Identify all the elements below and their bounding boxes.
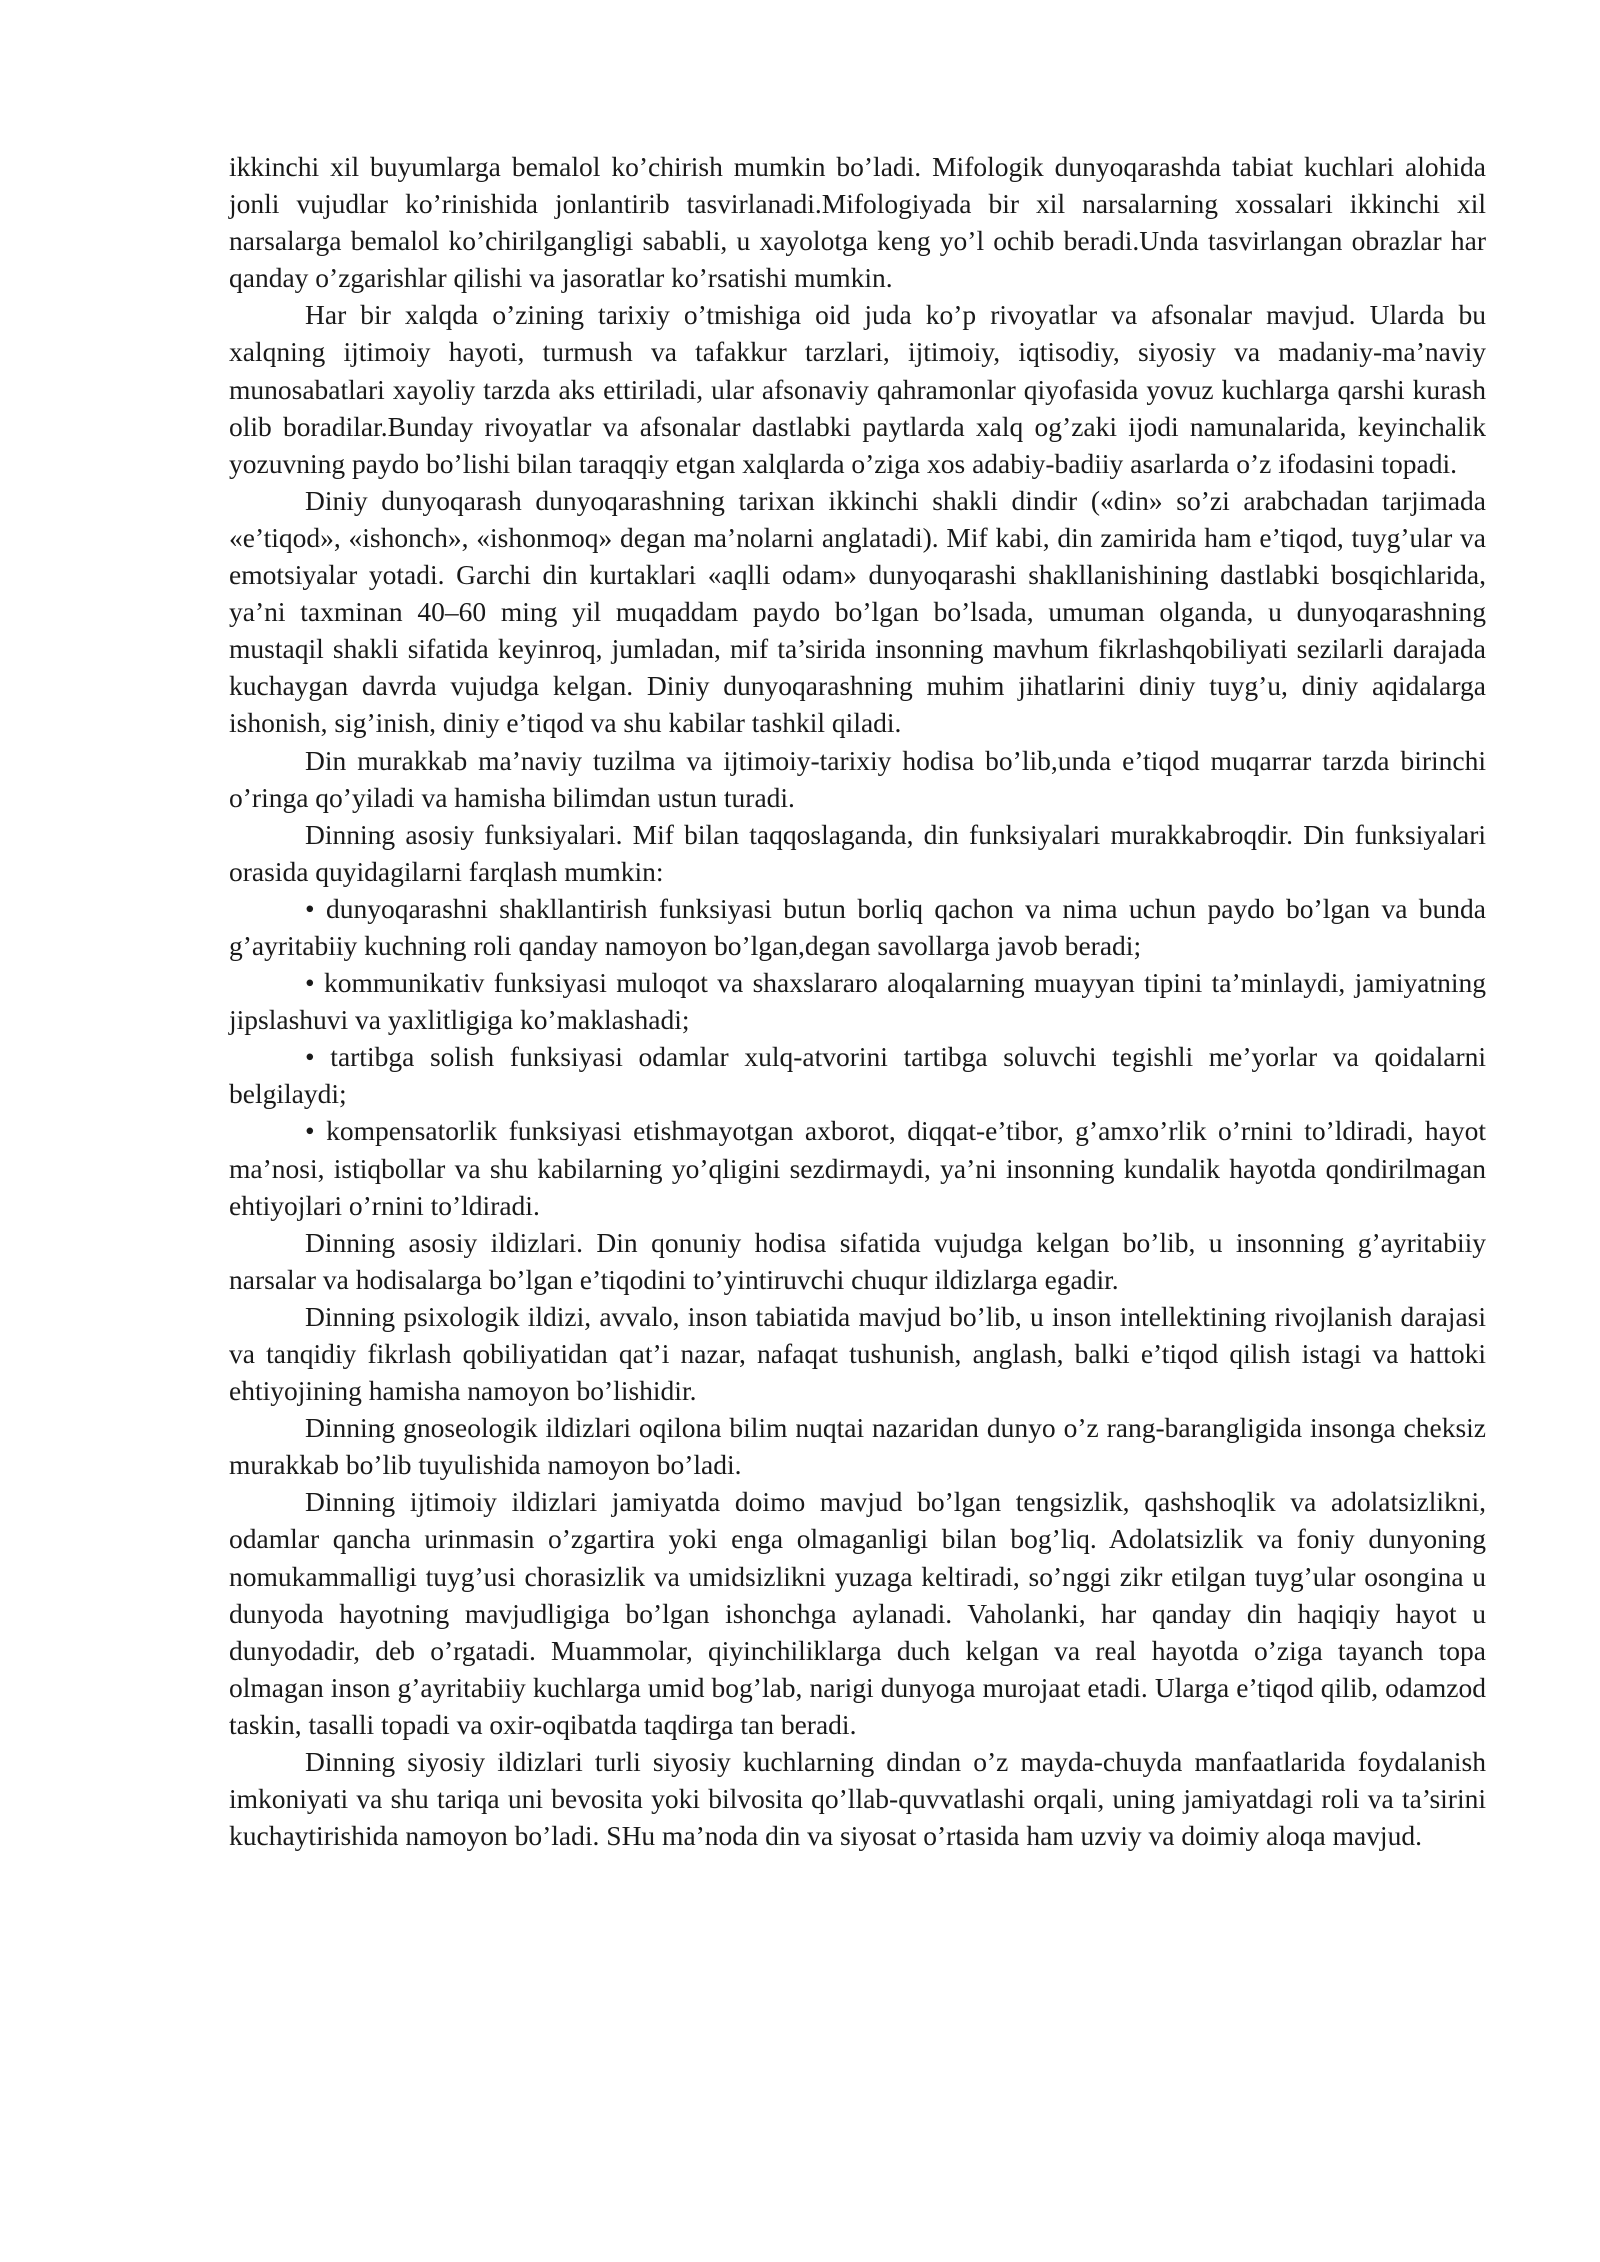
list-item-regulatory-function: • tartibga solish funksiyasi odamlar xulq-atvorini tartibga soluvchi tegishli me’yorlar va qoidalarni belgilaydi;	[229, 1041, 1486, 1110]
paragraph-myths-and-legends: Har bir xalqda o’zining tarixiy o’tmishiga oid juda ko’p rivoyatlar va afsonalar mavjud. Ularda bu xalqning ijtimoiy hayoti, turmush va tafakkur tarzlari, ijtimoiy, iqtisodiy, siyosiy va madaniy-ma’naviy munosabatlari xayoliy tarzda aks ettiriladi, ular afsonaviy qahramonlar qiyofasida yovuz kuchlarga qarshi kurash olib boradilar.Bunday rivoyatlar va afsonalar dastlabki paytlarda xalq og’zaki ijodi namunalarida, keyinchalik yozuvning paydo bo’lishi bilan taraqqiy etgan xalqlarda o’ziga xos adabiy-badiiy asarlarda o’z ifodasini topadi.	[229, 299, 1486, 479]
paragraph-political-roots: Dinning siyosiy ildizlari turli siyosiy kuchlarning dindan o’z mayda-chuyda manfaatlarida foydalanish imkoniyati va shu tariqa uni bevosita yoki bilvosita qo’llab-quvvatlashi orqali, uning jamiyatdagi roli va ta’sirini kuchaytirishida namoyon bo’ladi. SHu ma’noda din va siyosat o’rtasida ham uzviy va doimiy aloqa mavjud.	[229, 1746, 1486, 1852]
paragraph-religious-worldview: Diniy dunyoqarash dunyoqarashning tarixan ikkinchi shakli dindir («din» so’zi arabchadan tarjimada «e’tiqod», «ishonch», «ishonmoq» degan ma’nolarni anglatadi). Mif kabi, din zamirida ham e’tiqod, tuyg’ular va emotsiyalar yotadi. Garchi din kurtaklari «aqlli odam» dunyoqarashi shakllanishining dastlabki bosqichlarida, ya’ni taxminan 40–60 ming yil muqaddam paydo bo’lgan bo’lsada, umuman olganda, u dunyoqarashning mustaqil shakli sifatida keyinroq, jumladan, mif ta’sirida insonning mavhum fikrlashqobiliyati sezilarli darajada kuchaygan davrda vujudga kelgan. Diniy dunyoqarashning muhim jihatlarini diniy tuyg’u, diniy aqidalarga ishonish, sig’inish, diniy e’tiqod va shu kabilar tashkil qiladi.	[229, 484, 1486, 739]
list-item-communicative-function: • kommunikativ funksiyasi muloqot va shaxslararo aloqalarning muayyan tipini ta’minlaydi, jamiyatning jipslashuvi va yaxlitligiga ko’maklashadi;	[229, 967, 1486, 1036]
document-page	[229, 148, 1486, 1854]
list-item-compensatory-function: • kompensatorlik funksiyasi etishmayotgan axborot, diqqat-e’tibor, g’amxo’rlik o’rnini to’ldiradi, hayot ma’nosi, istiqbollar va shu kabilarning yo’qligini sezdirmaydi, ya’ni insonning kundalik hayotda qondirilmagan ehtiyojlari o’rnini to’ldiradi.	[229, 1115, 1486, 1221]
paragraph-religion-structure: Din murakkab ma’naviy tuzilma va ijtimoiy-tarixiy hodisa bo’lib,unda e’tiqod muqarrar tarzda birinchi o’ringa qo’yiladi va hamisha bilimdan ustun turadi.	[229, 744, 1486, 813]
paragraph-psychological-root: Dinning psixologik ildizi, avvalo, inson tabiatida mavjud bo’lib, u inson intellektining rivojlanish darajasi va tanqidiy fikrlash qobiliyatidan qat’i nazar, nafaqat tushunish, anglash, balki e’tiqod qilish istagi va hattoki ehtiyojining hamisha namoyon bo’lishidir.	[229, 1300, 1486, 1407]
paragraph-continuation: ikkinchi xil buyumlarga bemalol ko’chirish mumkin bo’ladi. Mifologik dunyoqarashda tabiat kuchlari alohida jonli vujudlar ko’rinishida jonlantirib tasvirlanadi.Mifologiyada bir xil narsalarning xossalari ikkinchi xil narsalarga bemalol ko’chirilgangligi sababli, u xayolotga keng yo’l ochib beradi.Unda tasvirlangan obrazlar har qanday o’zgarishlar qilishi va jasoratlar ko’rsatishi mumkin.	[229, 151, 1486, 294]
paragraph-religion-roots: Dinning asosiy ildizlari. Din qonuniy hodisa sifatida vujudga kelgan bo’lib, u insonning g’ayritabiiy narsalar va hodisalarga bo’lgan e’tiqodini to’yintiruvchi chuqur ildizlarga egadir.	[229, 1226, 1486, 1295]
list-item-worldview-function: • dunyoqarashni shakllantirish funksiyasi butun borliq qachon va nima uchun paydo bo’lgan va bunda g’ayritabiiy kuchning roli qanday namoyon bo’lgan,degan savollarga javob beradi;	[229, 892, 1486, 961]
paragraph-gnoseological-roots: Dinning gnoseologik ildizlari oqilona bilim nuqtai nazaridan dunyo o’z rang-barangligida insonga cheksiz murakkab bo’lib tuyulishida namoyon bo’ladi.	[229, 1412, 1486, 1481]
paragraph-social-roots: Dinning ijtimoiy ildizlari jamiyatda doimo mavjud bo’lgan tengsizlik, qashshoqlik va adolatsizlikni, odamlar qancha urinmasin o’zgartira yoki enga olmaganligi bilan bog’liq. Adolatsizlik va foniy dunyoning nomukammalligi tuyg’usi chorasizlik va umidsizlikni yuzaga keltiradi, so’nggi zikr etilgan tuyg’ular osongina u dunyoda hayotning mavjudligiga bo’lgan ishonchga aylanadi. Vaholanki, har qanday din haqiqiy hayot u dunyodadir, deb o’rgatadi. Muammolar, qiyinchiliklarga duch kelgan va real hayotda o’ziga tayanch topa olmagan inson g’ayritabiiy kuchlarga umid bog’lab, narigi dunyoga murojaat etadi. Ularga e’tiqod qilib, odamzod taskin, tasalli topadi va oxir-oqibatda taqdirga tan beradi.	[229, 1486, 1486, 1740]
paragraph-religion-functions-intro: Dinning asosiy funksiyalari. Mif bilan taqqoslaganda, din funksiyalari murakkabroqdir. Din funksiyalari orasida quyidagilarni farqlash mumkin:	[229, 818, 1486, 887]
